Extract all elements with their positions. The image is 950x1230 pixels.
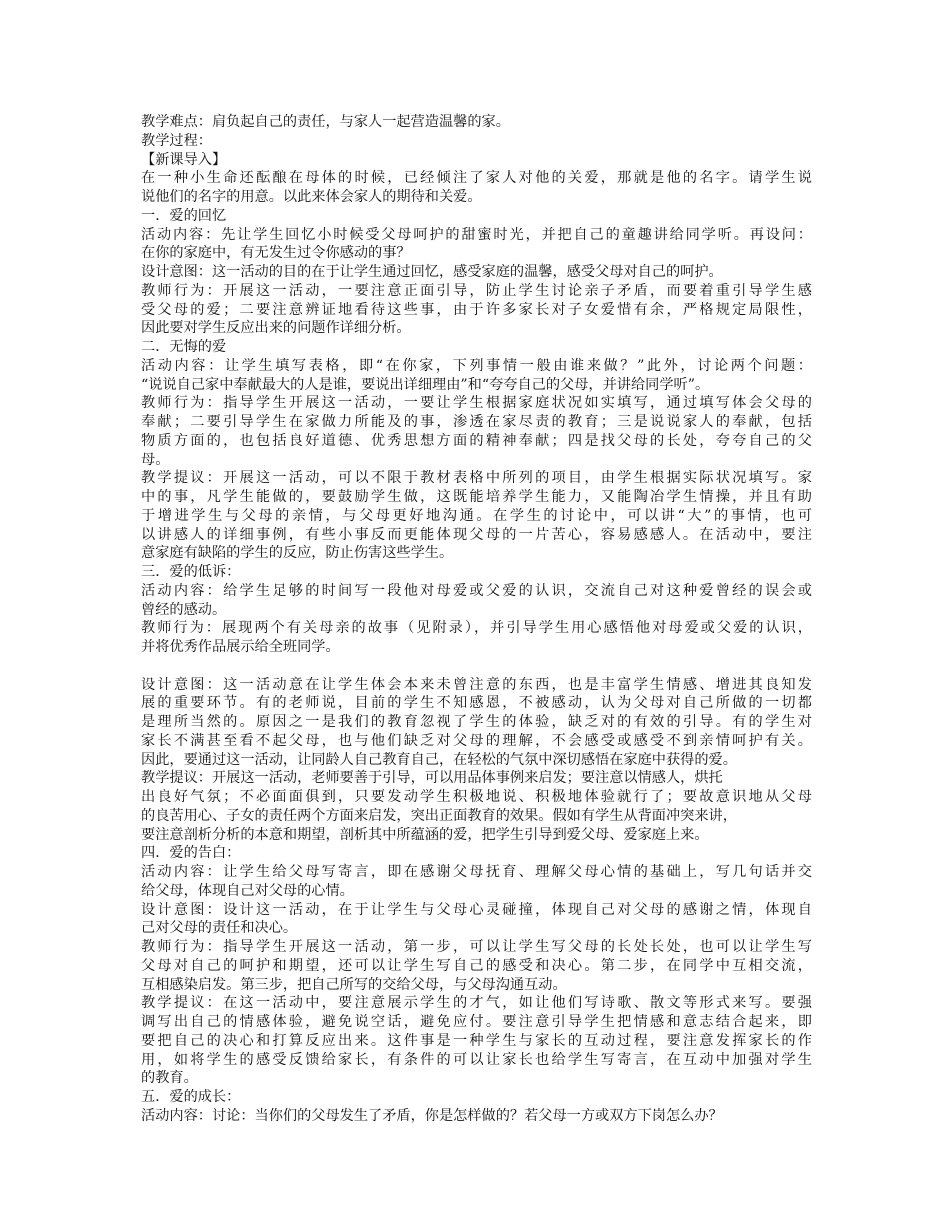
text-line: 三．爱的低诉：	[141, 564, 241, 580]
text-line: 五．爱的成长：	[141, 1089, 241, 1105]
text-line: 活动内容：让学生给父母写寄言，即在感谢父母抚育、理解父母心情的基础上，写几句话并交	[141, 864, 812, 880]
text-line: 教师行为：开展这一活动，一要注意正面引导，防止学生讨论亲子矛盾，而要着重引导学生感	[141, 282, 812, 299]
text-line: 教学过程：	[141, 132, 212, 149]
text-line: 父母对自己的呵护和期望，还可以让学生写自己的感受和决心。第二步，在同学中互相交流，	[141, 957, 812, 974]
text-line: 教师行为：指导学生开展这一活动，第一步，可以让学生写父母的长处长处，也可以让学生写	[141, 939, 812, 955]
text-line: 奉献；二要引导学生在家做力所能及的事，渗透在家尽责的教育；三是说说家人的奉献，包括	[141, 414, 812, 430]
text-line: 设计意图：这一活动意在让学生体会本来未曾注意的东西，也是丰富学生情感、增进其良知发	[141, 676, 812, 693]
text-line: 要注意剖析分析的本意和期望，剖析其中所蕴涵的爱，把学生引导到爱父母、爱家庭上来。	[141, 826, 709, 843]
text-line: 因此要对学生反应出来的问题作详细分析。	[141, 320, 411, 337]
text-line: 出良好气氛；不必面面俱到，只要发动学生积极地说、积极地体验就行了；要故意识地从父母	[141, 789, 812, 805]
text-line: 调写出自己的情感体验，避免说空话，避免应付。要注意引导学生把情感和意志结合起来，即	[141, 1014, 812, 1030]
text-line: 是理所当然的。原因之一是我们的教育忽视了学生的体验，缺乏对的有效的引导。有的学生对	[141, 714, 812, 730]
text-line: 在你的家庭中，有无发生过令你感动的事？	[141, 245, 411, 262]
text-line: 活动内容：先让学生回忆小时候受父母呵护的甜蜜时光，并把自己的童趣讲给同学听。再设问：	[141, 226, 812, 243]
text-line: 要把自己的决心和打算反应出来。这件事是一种学生与家长的互动过程，要注意发挥家长的作	[141, 1032, 812, 1049]
text-line: 的良苦用心、子女的责任两个方面来启发，突出正面教育的效果。假如有学生从背面冲突来讲，	[141, 807, 737, 824]
text-line: 于增进学生与父母的亲情，与父母更好地沟通。在学生的讨论中，可以讲“大”的事情，也可	[141, 507, 812, 524]
text-line: 【新课导入】	[141, 151, 227, 168]
text-line: 展的重要环节。有的老师说，目前的学生不知感恩，不被感动，认为父母对自己所做的一切都	[141, 695, 812, 712]
text-line: 以讲感人的详细事例，有些小事反而更能体现父母的一片苦心，容易感感人。在活动中，要注	[141, 526, 812, 543]
text-line: 中的事，凡学生能做的，要鼓励学生做，这既能培养学生能力，又能陶冶学生情操，并且有助	[141, 489, 812, 505]
text-line: 的教育。	[141, 1070, 198, 1087]
text-line: 意家庭有缺陷的学生的反应，防止伤害这些学生。	[141, 545, 454, 562]
text-line: 并将优秀作品展示给全班同学。	[141, 639, 340, 655]
text-line: 己对父母的责任和决心。	[141, 920, 298, 937]
text-line: 活动内容：讨论：当你们的父母发生了矛盾，你是怎样做的？若父母一方或双方下岗怎么办？	[141, 1107, 723, 1124]
text-line: 母。	[141, 451, 170, 468]
text-line: 说他们的名字的用意。以此来体会家人的期待和关爱。	[141, 189, 482, 205]
text-line: 设计意图：这一活动的目的在于让学生通过回忆，感受家庭的温馨，感受父母对自己的呵护。	[141, 264, 723, 280]
text-line: 设计意图：设计这一活动，在于让学生与父母心灵碰撞，体现自己对父母的感谢之情，体现自	[141, 901, 812, 918]
text-line: 受父母的爱；二要注意辨证地看待这些事，由于许多家长对子女爱惜有余，严格规定局限性，	[141, 301, 812, 318]
text-line: 教学提议：开展这一活动，可以不限于教材表格中所列的项目，由学生根据实际状况填写。家	[141, 470, 812, 487]
text-line: 家长不满甚至看不起父母，也与他们缺乏对父母的理解，不会感受或感受不到亲情呵护有关。	[141, 732, 812, 749]
text-line: 四．爱的告白：	[141, 845, 241, 862]
text-line	[141, 657, 812, 676]
text-line: 活动内容：给学生足够的时间写一段他对母爱或父爱的认识，交流自己对这种爱曾经的误会或	[141, 582, 812, 599]
text-line: 物质方面的，也包括良好道德、优秀思想方面的精神奉献；四是找父母的长处，夸夸自己的父	[141, 432, 812, 449]
text-line: 教师行为：展现两个有关母亲的故事（见附录），并引导学生用心感悟他对母爱或父爱的认识，	[141, 620, 812, 637]
text-line: 互相感染启发。第三步，把自己所写的交给父母，与父母沟通互动。	[141, 976, 567, 993]
text-line: 给父母，体现自己对父母的心情。	[141, 882, 354, 899]
text-line: 教师行为：指导学生开展这一活动，一要让学生根据家庭状况如实填写，通过填写体会父母的	[141, 395, 812, 412]
text-line: 用，如将学生的感受反馈给家长，有条件的可以让家长也给学生写寄言，在互动中加强对学生	[141, 1051, 812, 1068]
text-line: 二．无悔的爱	[141, 339, 227, 355]
text-line: “说说自己家中奉献最大的人是谁，要说出详细理由”和“夸夸自己的父母，并讲给同学听”。	[141, 376, 710, 393]
text-line: 在一种小生命还酝酿在母体的时候，已经倾注了家人对他的关爱，那就是他的名字。请学生说	[141, 170, 812, 187]
text-line: 因此，要通过这一活动，让同龄人自己教育自己，在轻松的气氛中深切感悟在家庭中获得的爱。	[141, 751, 737, 768]
text-line: 教学提议：在这一活动中，要注意展示学生的才气，如让他们写诗歌、散文等形式来写。要强	[141, 995, 812, 1012]
text-line: 活动内容：让学生填写表格，即“在你家，下列事情一般由谁来做？”此外，讨论两个问题：	[141, 357, 812, 374]
text-line: 一．爱的回忆	[141, 207, 227, 224]
text-line: 教学提议：开展这一活动，老师要善于引导，可以用品体事例来启发；要注意以情感人，烘托	[141, 770, 723, 787]
text-line: 曾经的感动。	[141, 601, 227, 618]
text-line: 教学难点：肩负起自己的责任，与家人一起营造温馨的家。	[141, 114, 510, 130]
